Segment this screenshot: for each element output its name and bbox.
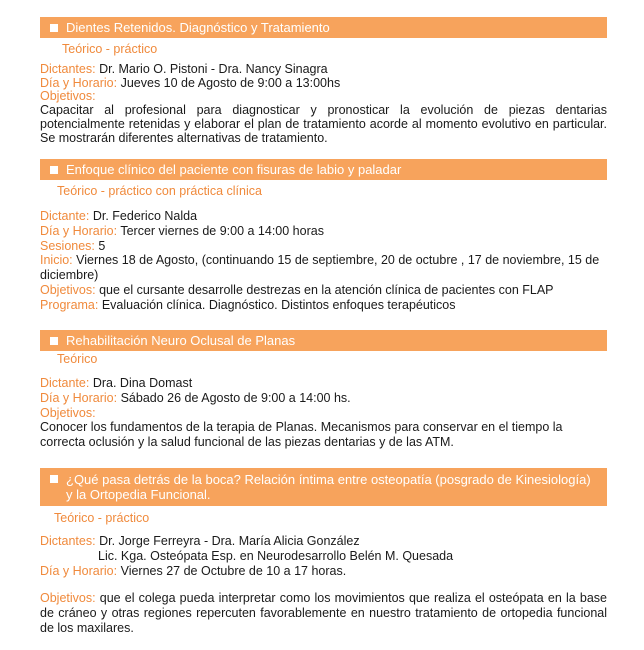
inicio-value: Viernes 18 de Agosto, (continuando 15 de septiembre, 20 de octubre , 17 de noviembre, 15 de diciembre) [40,253,600,282]
bullet-square-icon [50,24,58,32]
sesiones-value: 5 [98,239,106,253]
horario-label: Día y Horario: [40,76,118,90]
dictantes-label: Dictantes: [40,62,96,76]
horario-line [40,224,324,239]
bullet-square-icon [50,475,58,483]
horario-value: Jueves 10 de Agosto de 9:00 a 13:00hs [120,76,341,90]
objetivos-text: Capacitar al profesional para diagnosticar y pronosticar la evolución de piezas dentarias potencialmente retenidas y elaborar el plan de tratamiento acorde al momento evolutivo en particular. Se mostrarán diferentes alternativas de tratamiento. [40,103,607,145]
course-modality: Teórico - práctico [62,42,158,56]
dictantes-line [40,62,328,77]
course-header [40,159,607,180]
dictantes-value: Dr. Jorge Ferreyra - Dra. María Alicia González [99,534,360,548]
course-modality: Teórico - práctico [54,511,150,525]
course-title: Enfoque clínico del paciente con fisuras de labio y paladar [66,162,402,177]
course-modality: Teórico - práctico con práctica clínica [57,184,262,198]
course-title: Rehabilitación Neuro Oclusal de Planas [66,333,296,348]
programa-value: Evaluación clínica. Diagnóstico. Distintos enfoques terapéuticos [101,298,456,312]
sesiones-line [40,239,105,254]
course-header [40,330,607,351]
objetivos-value: que el cursante desarrolle destrezas en la atención clínica de pacientes con FLAP [99,283,554,297]
horario-value: Sábado 26 de Agosto de 9:00 a 14:00 hs. [120,391,351,405]
dictante-line [40,209,197,224]
objetivos-text [40,591,607,636]
course-header [40,17,607,38]
objetivos-label: Objetivos: [40,283,96,297]
course-modality: Teórico [57,352,98,366]
dictantes-value: Dr. Mario O. Pistoni - Dra. Nancy Sinagra [99,62,328,76]
programa-line [40,298,456,313]
dictantes-line [40,534,360,549]
dictantes-line-2: Lic. Kga. Osteópata Esp. en Neurodesarrollo Belén M. Quesada [98,549,454,563]
horario-line [40,391,351,406]
inicio-line [40,253,607,283]
course-header [40,468,607,506]
dictantes-label: Dictantes: [40,534,96,548]
objetivos-text: Conocer los fundamentos de la terapia de Planas. Mecanismos para conservar en el tiempo la correcta oclusión y la salud funcional de las piezas dentarias y de las ATM. [40,420,563,449]
dictante-value: Dr. Federico Nalda [92,209,198,223]
horario-line [40,564,346,579]
bullet-square-icon [50,337,58,345]
horario-label: Día y Horario: [40,224,118,238]
inicio-label: Inicio: [40,253,73,267]
sesiones-label: Sesiones: [40,239,95,253]
course-title: Dientes Retenidos. Diagnóstico y Tratamiento [66,20,330,35]
bullet-square-icon [50,166,58,174]
course-title: ¿Qué pasa detrás de la boca? Relación íntima entre osteopatía (posgrado de Kinesiología) y la Ortopedia Funcional. [66,472,591,502]
dictante-label: Dictante: [40,376,90,390]
programa-label: Programa: [40,298,99,312]
objetivos-label: Objetivos: [40,406,96,420]
objetivos-label: Objetivos: [40,591,96,605]
dictante-value: Dra. Dina Domast [92,376,193,390]
horario-label: Día y Horario: [40,391,118,405]
objetivos-value: que el colega pueda interpretar como los movimientos que realiza el osteópata en la base de cráneo y otras regiones repercuten favorablemente en nuestro tratamiento de ortopedia funcional de los maxilares. [40,591,607,635]
dictante-label: Dictante: [40,209,90,223]
horario-label: Día y Horario: [40,564,118,578]
dictante-line [40,376,192,391]
objetivos-label: Objetivos: [40,89,96,103]
objetivos-line [40,283,554,298]
horario-value: Viernes 27 de Octubre de 10 a 17 horas. [120,564,347,578]
horario-value: Tercer viernes de 9:00 a 14:00 horas [120,224,324,238]
